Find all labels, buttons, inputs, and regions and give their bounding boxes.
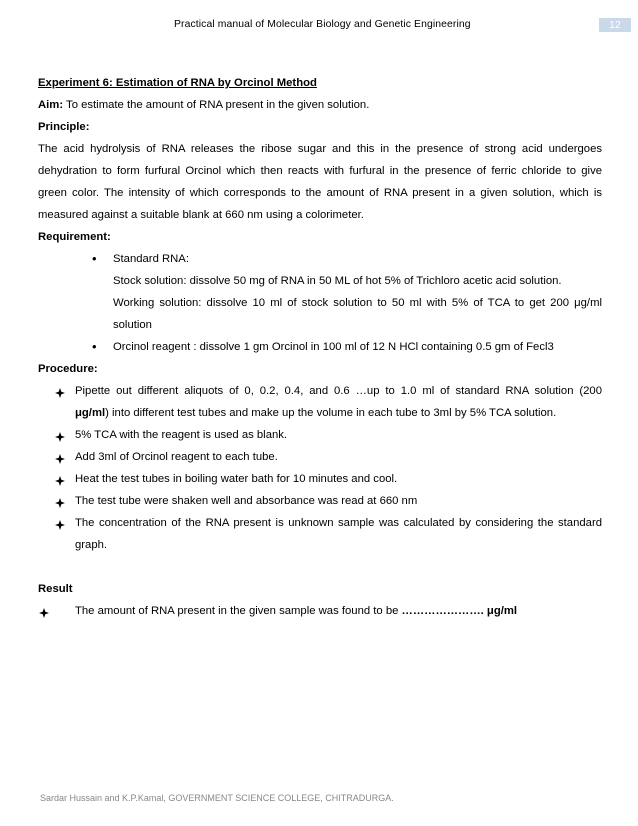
procedure-step-2-text: 5% TCA with the reagent is used as blank. [75,429,288,441]
result-text: The amount of RNA present in the given sample was found to be [75,605,402,617]
aim-text: To estimate the amount of RNA present in the given solution. [63,99,370,111]
procedure-step-3-text: Add 3ml of Orcinol reagent to each tube. [75,451,278,463]
procedure-step-5-text: The test tube were shaken well and absorbance was read at 660 nm [75,495,418,507]
standard-rna-label: Standard RNA: [113,253,189,265]
procedure-step-6-line-2: graph. [75,539,108,551]
section-spacer [38,556,602,578]
list-item-orcinol [38,336,602,358]
working-solution-line-2: solution [113,319,152,331]
result-line [38,600,602,622]
result-blank: …………………. [401,605,484,617]
procedure-step-5 [38,490,602,512]
page-footer: Sardar Hussain and K.P.Kamal, GOVERNMENT SCIENCE COLLEGE, CHITRADURGA. [40,793,394,803]
procedure-step-4-text: Heat the test tubes in boiling water bath for 10 minutes and cool. [75,473,398,485]
bullet-icon: • [92,339,97,354]
aim-label: Aim: [38,99,64,111]
document-body [38,72,602,622]
stock-solution-line: Stock solution: dissolve 50 mg of RNA in 50 ML of hot 5% of Trichloro acetic acid solution. [113,275,562,287]
procedure-heading: Procedure: [38,363,98,375]
page-header [0,18,638,34]
procedure-step-1-rest: ) into different test tubes and make up the volume in each tube to 3ml by 5% TCA solution. [105,407,557,419]
procedure-step-1-line-2 [38,402,602,424]
result-heading: Result [38,583,73,595]
unit-text: μg/ml [75,407,106,419]
page-number: 12 [599,18,631,32]
principle-line-3: green color. The intensity of which corresponds to the amount of RNA present in a given solution, which is [38,187,602,199]
diamond-bullet-icon [55,388,65,398]
working-solution-line-1: Working solution: dissolve 10 ml of stock solution to 50 ml with 5% of TCA to get 200 μg/ml [113,297,602,309]
procedure-step-3 [38,446,602,468]
diamond-bullet-icon [55,476,65,486]
diamond-bullet-icon [55,432,65,442]
procedure-step-4 [38,468,602,490]
result-unit: μg/ml [483,605,518,617]
procedure-step-1-text: Pipette out different aliquots of 0, 0.2, 0.4, and 0.6 …up to 1.0 ml of standard RNA solution (200 [75,385,602,397]
principle-line-1: The acid hydrolysis of RNA releases the ribose sugar and this in the presence of strong acid undergoes [38,143,602,155]
procedure-step-6-text: The concentration of the RNA present is unknown sample was calculated by considering the standard [75,517,602,529]
procedure-step-2 [38,424,602,446]
experiment-title: Experiment 6: Estimation of RNA by Orcinol Method [38,77,317,89]
bullet-icon: • [92,251,97,266]
diamond-bullet-icon [39,608,49,618]
principle-heading: Principle: [38,121,90,133]
procedure-step-6-line-1 [38,512,602,534]
procedure-step-1-line-1 [38,380,602,402]
requirement-heading: Requirement: [38,231,111,243]
orcinol-reagent-text: Orcinol reagent : dissolve 1 gm Orcinol in 100 ml of 12 N HCl containing 0.5 gm of Fecl3 [113,341,554,353]
diamond-bullet-icon [55,454,65,464]
diamond-bullet-icon [55,498,65,508]
aim-line [38,94,602,116]
header-title: Practical manual of Molecular Biology and Genetic Engineering [174,19,471,30]
list-item-standard-rna [38,248,602,270]
principle-line-4: measured against a suitable blank at 660 nm using a colorimeter. [38,209,364,221]
diamond-bullet-icon [55,520,65,530]
principle-line-2: dehydration to form furfural Orcinol which then reacts with furfural in the presence of ferric chloride to give [38,165,602,177]
